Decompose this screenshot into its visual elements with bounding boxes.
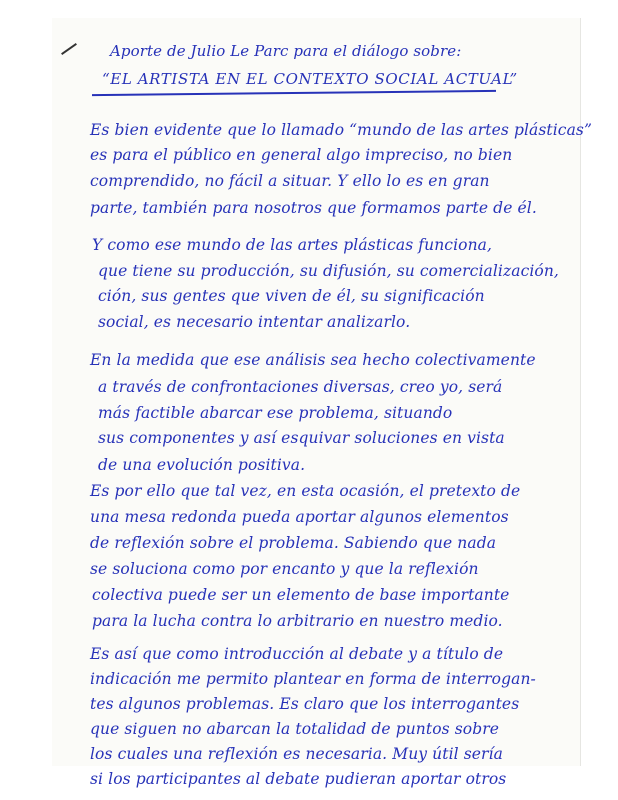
heading-line-2: “EL ARTISTA EN EL CONTEXTO SOCIAL ACTUAL”: [102, 70, 518, 88]
text-line: tes algunos problemas. Es claro que los interrogantes: [90, 695, 520, 713]
text-line: los cuales una reflexión es necesaria. Muy útil sería: [90, 745, 503, 763]
text-line: colectiva puede ser un elemento de base importante: [92, 586, 510, 604]
text-line: se soluciona como por encanto y que la reflexión: [90, 560, 479, 578]
text-line: de una evolución positiva.: [98, 456, 306, 474]
text-line: En la medida que ese análisis sea hecho colectivamente: [90, 351, 536, 369]
text-line: comprendido, no fácil a situar. Y ello lo es en gran: [90, 172, 490, 190]
text-line: es para el público en general algo impreciso, no bien: [90, 146, 513, 164]
text-line: ción, sus gentes que viven de él, su significación: [98, 287, 485, 305]
text-line: más factible abarcar ese problema, situando: [98, 404, 453, 422]
heading-line-1: Aporte de Julio Le Parc para el diálogo sobre:: [110, 42, 462, 60]
text-line: si los participantes al debate pudieran aportar otros: [90, 770, 507, 788]
text-line: social, es necesario intentar analizarlo.: [98, 313, 411, 331]
text-line: Y como ese mundo de las artes plásticas funciona,: [92, 236, 493, 254]
text-line: que tiene su producción, su difusión, su comercialización,: [98, 262, 559, 280]
text-line: indicación me permito plantear en forma de interrogan-: [90, 670, 536, 688]
text-line: parte, también para nosotros que formamos parte de él.: [90, 199, 537, 217]
text-line: a través de confrontaciones diversas, creo yo, será: [98, 378, 503, 396]
text-line: para la lucha contra lo arbitrario en nuestro medio.: [92, 612, 503, 630]
text-line: que siguen no abarcan la totalidad de puntos sobre: [90, 720, 500, 738]
text-line: Es así que como introducción al debate y a título de: [90, 645, 504, 663]
text-line: de reflexión sobre el problema. Sabiendo que nada: [90, 534, 497, 552]
text-line: sus componentes y así esquivar soluciones en vista: [98, 429, 505, 447]
text-line: Es por ello que tal vez, en esta ocasión, el pretexto de: [90, 482, 521, 500]
text-line: Es bien evidente que lo llamado “mundo de las artes plásticas”: [90, 121, 593, 139]
text-line: una mesa redonda pueda aportar algunos elementos: [90, 508, 509, 526]
